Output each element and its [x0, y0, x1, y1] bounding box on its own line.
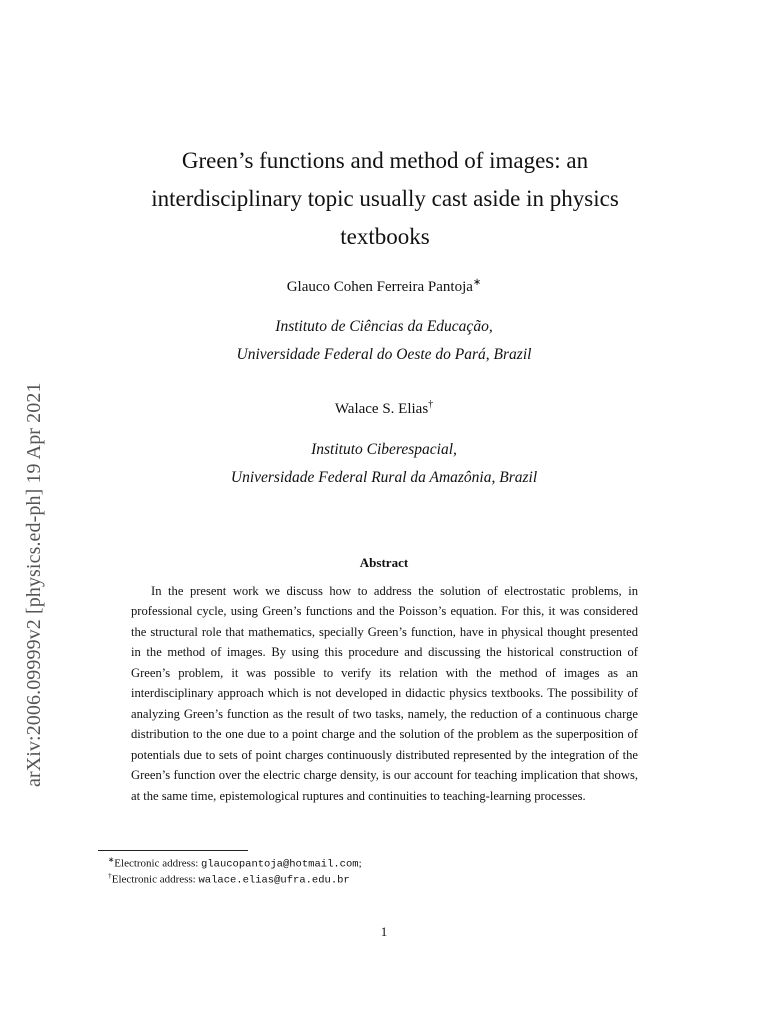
page-number: 1	[380, 924, 388, 939]
author-1-footnote-mark: ∗	[472, 277, 482, 288]
author-2-affiliation	[0, 436, 768, 492]
author-1-name: Glauco Cohen Ferreira Pantoja	[286, 279, 473, 295]
author-2-name: Walace S. Elias	[334, 401, 429, 417]
footnote-1-email-link[interactable]: glaucopantoja@hotmail.com	[201, 858, 359, 871]
footnote-divider	[98, 850, 248, 851]
author-2-affiliation-line-1: Instituto Ciberespacial,	[311, 441, 457, 458]
paper-title	[100, 142, 670, 256]
abstract-heading: Abstract	[359, 555, 409, 570]
footnote-2-mark: †	[108, 871, 112, 880]
footnote-2-email-link[interactable]: walace.elias@ufra.edu.br	[198, 874, 350, 887]
author-1-affiliation-line-1: Instituto de Ciências da Educação,	[275, 318, 493, 335]
title-line-3: textbooks	[340, 224, 430, 249]
title-line-1: Green’s functions and method of images: an	[181, 148, 589, 173]
author-1-affiliation	[0, 313, 768, 369]
title-line-2: interdisciplinary topic usually cast aside in physics	[151, 186, 619, 211]
author-2	[0, 399, 768, 418]
footnote-1-trailing: ;	[358, 857, 362, 870]
footnote-1-mark: ∗	[108, 855, 115, 864]
author-2-affiliation-line-2: Universidade Federal Rural da Amazônia, Brazil	[230, 469, 538, 486]
footnote-2-label: Electronic address:	[111, 873, 199, 886]
arxiv-identifier-stamp: arXiv:2006.09999v2 [physics.ed-ph] 19 Apr 2021	[23, 382, 45, 787]
author-2-footnote-mark: †	[428, 399, 434, 410]
footnote-1-label: Electronic address:	[114, 857, 202, 870]
abstract-text: In the present work we discuss how to address the solution of electrostatic problems, in professional cycle, using Green’s functions and the Poisson’s equation. For this, it was considered the structural role that mathematics, specially Green’s function, have in physical thought presented in the method of images. By using this procedure and discussing the historical construction of Green’s problem, it was possible to verify its relation with the method of images as an interdisciplinary approach which is not developed in didactic physics textbooks. The possibility of analyzing Green’s function as the result of two tasks, namely, the reduction of a continuous charge distribution to the one due to a point charge and the solution of the problem as the superposition of potentials due to sets of point charges continuously distributed represented by the integration of the Green’s function over the electric charge density, is our account for teaching implication that shows, at the same time, epistemological ruptures and continuities to teaching-learning processes.	[131, 584, 638, 803]
footnote-2	[108, 869, 350, 888]
author-1-affiliation-line-2: Universidade Federal do Oeste do Pará, Brazil	[236, 346, 532, 363]
author-1	[0, 277, 768, 296]
